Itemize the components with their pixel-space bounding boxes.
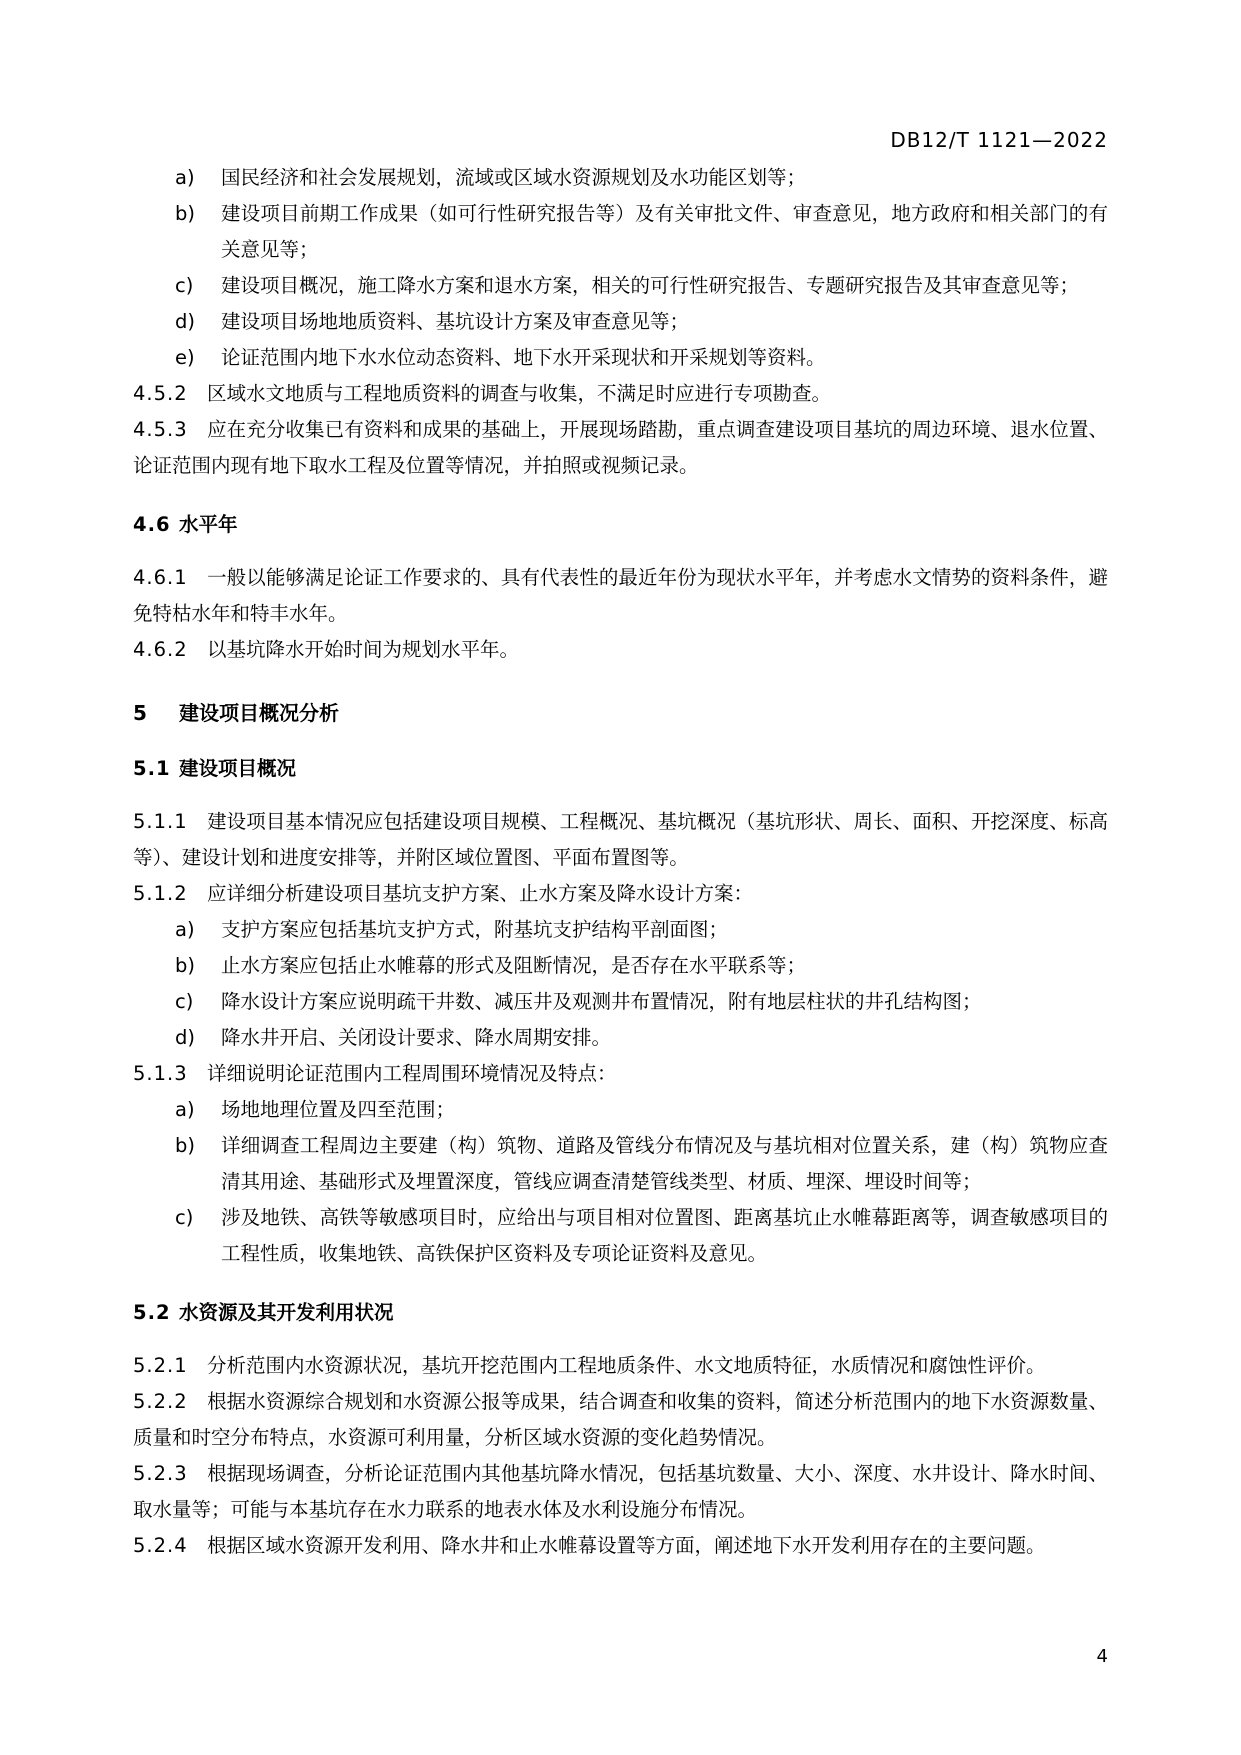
- list-item: [133, 984, 1108, 1020]
- heading-number: 4.6: [133, 513, 171, 536]
- clause-5-1-1: [133, 804, 1108, 876]
- heading-title: 建设项目概况: [179, 757, 297, 780]
- list-item-text: 建设项目场地地质资料、基坑设计方案及审查意见等；: [221, 310, 690, 333]
- list-item: [133, 196, 1108, 268]
- heading-5-2: [133, 1298, 1108, 1328]
- list-item: [133, 160, 1108, 196]
- list-marker: c): [175, 990, 194, 1013]
- list-5-1-2: [133, 912, 1108, 1056]
- list-item-text: 场地地理位置及四至范围；: [221, 1098, 456, 1121]
- clause-text: 分析范围内水资源状况，基坑开挖范围内工程地质条件、水文地质特征，水质情况和腐蚀性评价。: [207, 1354, 1046, 1377]
- clause-text: 一般以能够满足论证工作要求的、具有代表性的最近年份为现状水平年，并考虑水文情势的资料条件，避免特枯水年和特丰水年。: [133, 566, 1108, 625]
- list-item-text: 论证范围内地下水水位动态资料、地下水开采现状和开采规划等资料。: [221, 346, 826, 369]
- clause-text: 根据水资源综合规划和水资源公报等成果，结合调查和收集的资料，简述分析范围内的地下水资源数量、质量和时空分布特点，水资源可利用量，分析区域水资源的变化趋势情况。: [133, 1390, 1108, 1449]
- list-item-text: 降水设计方案应说明疏干井数、减压井及观测井布置情况，附有地层柱状的井孔结构图；: [221, 990, 982, 1013]
- clause-5-2-3: [133, 1456, 1108, 1528]
- clause-4-5-3: [133, 412, 1108, 484]
- clause-4-5-2: [133, 376, 1108, 412]
- list-item-text: 建设项目前期工作成果（如可行性研究报告等）及有关审批文件、审查意见，地方政府和相关部门的有关意见等；: [221, 202, 1108, 261]
- list-item-text: 国民经济和社会发展规划，流域或区域水资源规划及水功能区划等；: [221, 166, 807, 189]
- clause-number: 5.1.2: [133, 882, 188, 905]
- clause-text: 应详细分析建设项目基坑支护方案、止水方案及降水设计方案：: [207, 882, 754, 905]
- clause-text: 建设项目基本情况应包括建设项目规模、工程概况、基坑概况（基坑形状、周长、面积、开挖深度、标高等）、建设计划和进度安排等，并附区域位置图、平面布置图等。: [133, 810, 1108, 869]
- list-marker: a): [175, 918, 195, 941]
- list-item-text: 详细调查工程周边主要建（构）筑物、道路及管线分布情况及与基坑相对位置关系，建（构）筑物应查清其用途、基础形式及埋置深度，管线应调查清楚管线类型、材质、埋深、埋设时间等；: [221, 1134, 1108, 1193]
- list-item: [133, 340, 1108, 376]
- clause-number: 4.5.3: [133, 418, 188, 441]
- list-marker: b): [175, 954, 195, 977]
- heading-number: 5.2: [133, 1301, 171, 1324]
- clause-number: 5.2.2: [133, 1390, 188, 1413]
- list-top: [133, 160, 1108, 376]
- clause-number: 5.2.1: [133, 1354, 188, 1377]
- list-item: [133, 1128, 1108, 1200]
- clause-number: 4.5.2: [133, 382, 188, 405]
- list-item-text: 降水井开启、关闭设计要求、降水周期安排。: [221, 1026, 612, 1049]
- clause-text: 应在充分收集已有资料和成果的基础上，开展现场踏勘，重点调查建设项目基坑的周边环境、退水位置、论证范围内现有地下取水工程及位置等情况，并拍照或视频记录。: [133, 418, 1108, 477]
- list-marker: c): [175, 274, 194, 297]
- list-item: [133, 1092, 1108, 1128]
- clause-5-2-2: [133, 1384, 1108, 1456]
- clause-5-1-2: [133, 876, 1108, 912]
- heading-number: 5.1: [133, 757, 171, 780]
- clause-text: 根据现场调查，分析论证范围内其他基坑降水情况，包括基坑数量、大小、深度、水井设计、降水时间、取水量等；可能与本基坑存在水力联系的地表水体及水利设施分布情况。: [133, 1462, 1108, 1521]
- heading-number: 5: [133, 701, 148, 725]
- page-content: [133, 160, 1108, 1564]
- clause-number: 4.6.2: [133, 638, 188, 661]
- clause-text: 以基坑降水开始时间为规划水平年。: [207, 638, 520, 661]
- list-marker: b): [175, 1134, 195, 1157]
- list-item: [133, 912, 1108, 948]
- list-item: [133, 1200, 1108, 1272]
- list-5-1-3: [133, 1092, 1108, 1272]
- list-item-text: 涉及地铁、高铁等敏感项目时，应给出与项目相对位置图、距离基坑止水帷幕距离等，调查敏感项目的工程性质，收集地铁、高铁保护区资料及专项论证资料及意见。: [221, 1206, 1108, 1265]
- heading-5-1: [133, 754, 1108, 784]
- heading-title: 水平年: [179, 513, 238, 536]
- list-item: [133, 304, 1108, 340]
- page-number: 4: [1096, 1646, 1108, 1667]
- list-item-text: 止水方案应包括止水帷幕的形式及阻断情况，是否存在水平联系等；: [221, 954, 807, 977]
- clause-text: 详细说明论证范围内工程周围环境情况及特点：: [207, 1062, 617, 1085]
- list-marker: b): [175, 202, 195, 225]
- clause-4-6-1: [133, 560, 1108, 632]
- clause-text: 根据区域水资源开发利用、降水井和止水帷幕设置等方面，阐述地下水开发利用存在的主要问题。: [207, 1534, 1046, 1557]
- heading-4-6: [133, 510, 1108, 540]
- list-marker: d): [175, 310, 195, 333]
- clause-5-1-3: [133, 1056, 1108, 1092]
- clause-5-2-4: [133, 1528, 1108, 1564]
- clause-number: 4.6.1: [133, 566, 188, 589]
- list-marker: c): [175, 1206, 194, 1229]
- heading-5: [133, 698, 1108, 728]
- clause-4-6-2: [133, 632, 1108, 668]
- list-item-text: 建设项目概况，施工降水方案和退水方案，相关的可行性研究报告、专题研究报告及其审查意见等；: [221, 274, 1080, 297]
- heading-title: 建设项目概况分析: [179, 701, 339, 725]
- clause-number: 5.2.4: [133, 1534, 188, 1557]
- list-marker: a): [175, 1098, 195, 1121]
- list-item-text: 支护方案应包括基坑支护方式，附基坑支护结构平剖面图；: [221, 918, 729, 941]
- list-item: [133, 268, 1108, 304]
- list-marker: d): [175, 1026, 195, 1049]
- list-marker: e): [175, 346, 195, 369]
- list-item: [133, 948, 1108, 984]
- clause-5-2-1: [133, 1348, 1108, 1384]
- clause-number: 5.1.1: [133, 810, 188, 833]
- list-item: [133, 1020, 1108, 1056]
- heading-title: 水资源及其开发利用状况: [179, 1301, 394, 1324]
- clause-text: 区域水文地质与工程地质资料的调查与收集，不满足时应进行专项勘查。: [207, 382, 832, 405]
- clause-number: 5.2.3: [133, 1462, 188, 1485]
- list-marker: a): [175, 166, 195, 189]
- page-header-standard-code: DB12/T 1121—2022: [890, 128, 1108, 152]
- clause-number: 5.1.3: [133, 1062, 188, 1085]
